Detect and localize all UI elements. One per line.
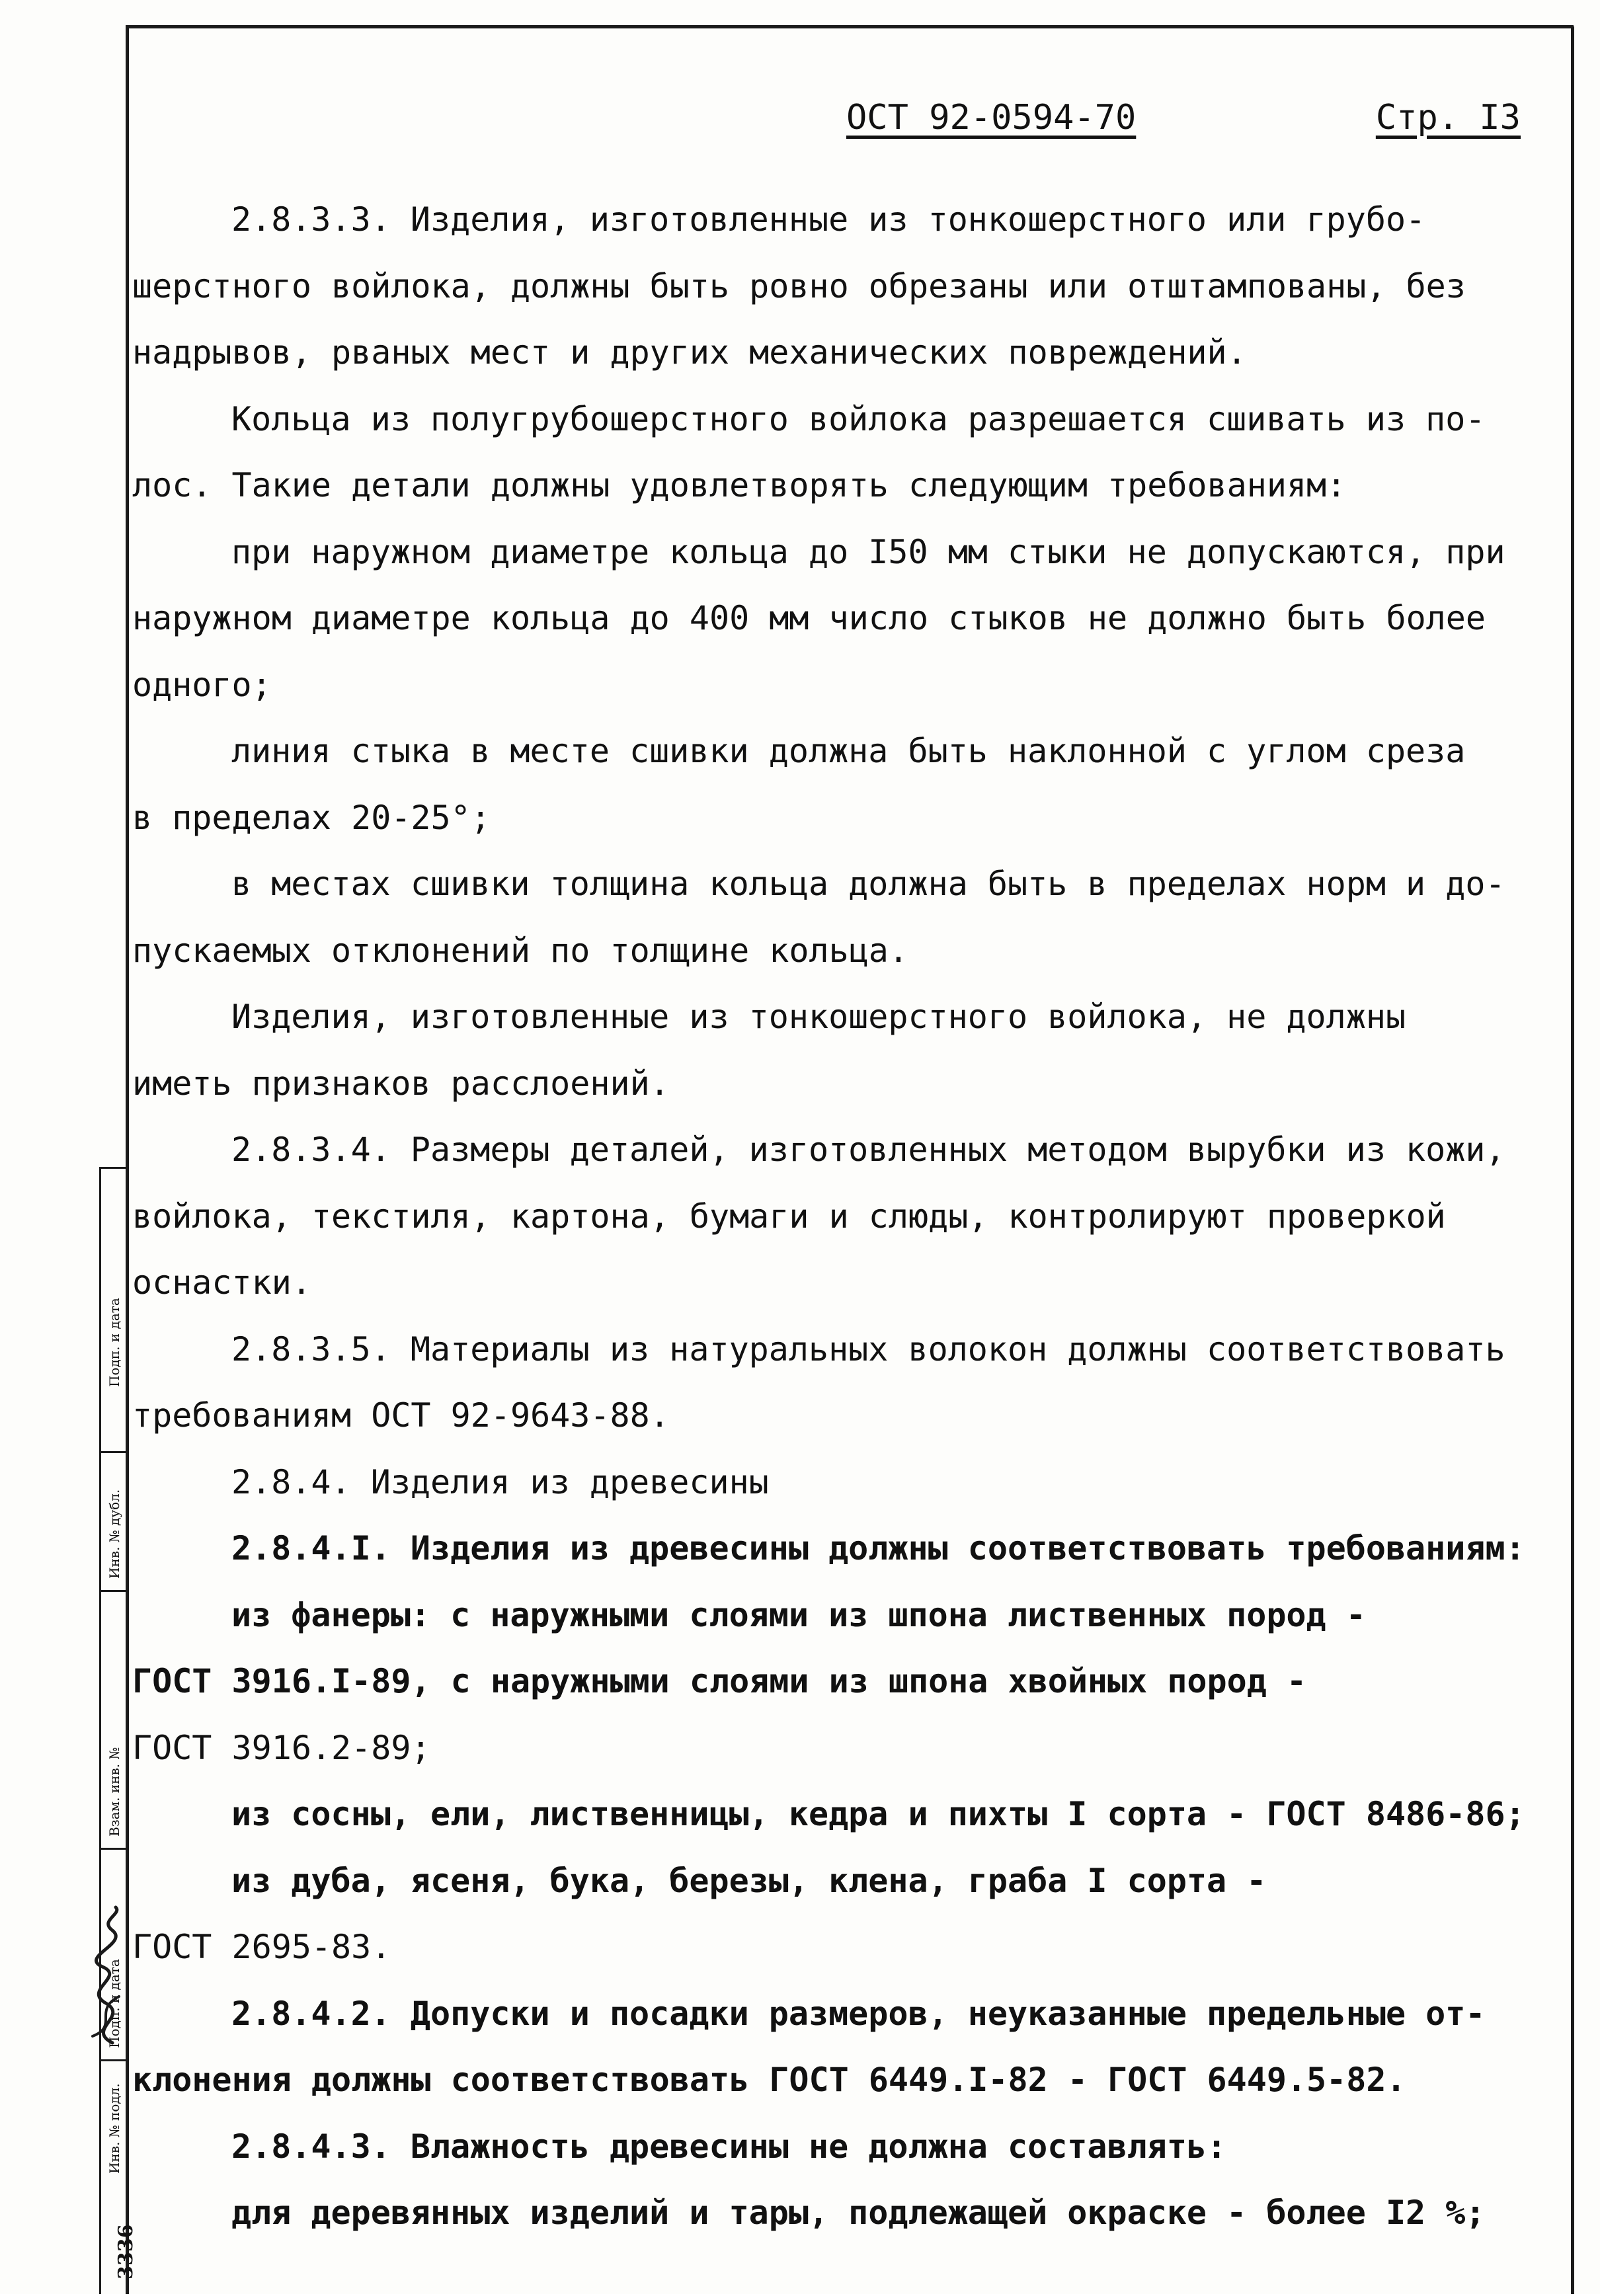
text-line: иметь признаков расслоений. <box>132 1064 670 1103</box>
text-line: требованиям ОСТ 92-9643-88. <box>132 1396 670 1435</box>
page-header <box>846 98 1521 144</box>
text-line: из дуба, ясеня, бука, березы, клена, граба I сорта - <box>231 1861 1267 1900</box>
text-line: 2.8.3.3. Изделия, изготовленные из тонкошерстного или грубо- <box>231 200 1426 239</box>
standard-number: ОСТ 92-0594-70 <box>846 98 1137 138</box>
stamp-label: Инв. № дубл. <box>106 1489 122 1579</box>
stamp-cell <box>101 1451 128 1592</box>
text-line: одного; <box>132 665 272 704</box>
text-line: ГОСТ 3916.I-89, с наружными слоями из шпона хвойных пород - <box>132 1662 1307 1700</box>
text-line: в местах сшивки толщина кольца должна быть в пределах норм и до- <box>231 865 1505 903</box>
stamp-label: Подп. и дата <box>106 1298 122 1387</box>
frame-right-border <box>1571 26 1574 2294</box>
stamp-cell <box>101 2059 138 2296</box>
text-line: в пределах 20-25°; <box>132 798 491 837</box>
text-line: для деревянных изделий и тары, подлежащей окраске - более I2 %; <box>231 2194 1486 2232</box>
text-line: наружном диаметре кольца до 400 мм число стыков не должно быть более <box>132 599 1486 637</box>
stamp-cell <box>101 1590 128 1850</box>
text-line: 2.8.4.I. Изделия из древесины должны соответствовать требованиям: <box>231 1529 1525 1567</box>
text-line: 2.8.3.4. Размеры деталей, изготовленных методом вырубки из кожи, <box>231 1130 1505 1169</box>
text-line: из сосны, ели, лиственницы, кедра и пихты I сорта - ГОСТ 8486-86; <box>231 1795 1525 1833</box>
text-line: 2.8.4.3. Влажность древесины не должна составлять: <box>231 2127 1227 2166</box>
side-stamp-block <box>99 1167 138 2294</box>
stamp-label: Инв. № подл. <box>106 2083 122 2174</box>
text-line: надрывов, рваных мест и других механических повреждений. <box>132 333 1247 372</box>
body-text <box>132 186 1560 2246</box>
text-line: клонения должны соответствовать ГОСТ 6449.I-82 - ГОСТ 6449.5-82. <box>132 2061 1406 2099</box>
text-line: 2.8.3.5. Материалы из натуральных волокон должны соответствовать <box>231 1329 1505 1368</box>
text-line: Изделия, изготовленные из тонкошерстного войлока, не должны <box>231 998 1406 1036</box>
text-line: Кольца из полугрубошерстного войлока разрешается сшивать из по- <box>231 399 1486 438</box>
text-line: ГОСТ 3916.2-89; <box>132 1728 431 1767</box>
text-line: при наружном диаметре кольца до I50 мм стыки не допускаются, при <box>231 532 1505 571</box>
text-line: ГОСТ 2695-83. <box>132 1928 391 1966</box>
stamp-label: Подп. и дата <box>106 1959 122 2048</box>
text-line: лос. Такие детали должны удовлетворять следующим требованиям: <box>132 466 1347 504</box>
frame-top-border <box>126 25 1574 28</box>
inventory-number: 3336 <box>114 2224 138 2279</box>
page-number: Стр. I3 <box>1375 98 1521 138</box>
handwritten-signature <box>66 1904 139 2049</box>
text-line: 2.8.4.2. Допуски и посадки размеров, неуказанные предельные от- <box>231 1994 1486 2033</box>
stamp-label: Взам. инв. № <box>106 1747 122 1837</box>
text-line: пускаемых отклонений по толщине кольца. <box>132 931 908 970</box>
section-heading: 2.8.4. Изделия из древесины <box>231 1462 769 1501</box>
text-line: войлока, текстиля, картона, бумаги и слюды, контролируют проверкой <box>132 1197 1446 1236</box>
text-line: линия стыка в месте сшивки должна быть наклонной с углом среза <box>231 732 1466 770</box>
stamp-cell <box>101 1167 128 1453</box>
text-line: из фанеры: с наружными слоями из шпона лиственных пород - <box>231 1595 1366 1634</box>
text-line: шерстного войлока, должны быть ровно обрезаны или отштампованы, без <box>132 266 1466 305</box>
text-line: оснастки. <box>132 1263 311 1302</box>
